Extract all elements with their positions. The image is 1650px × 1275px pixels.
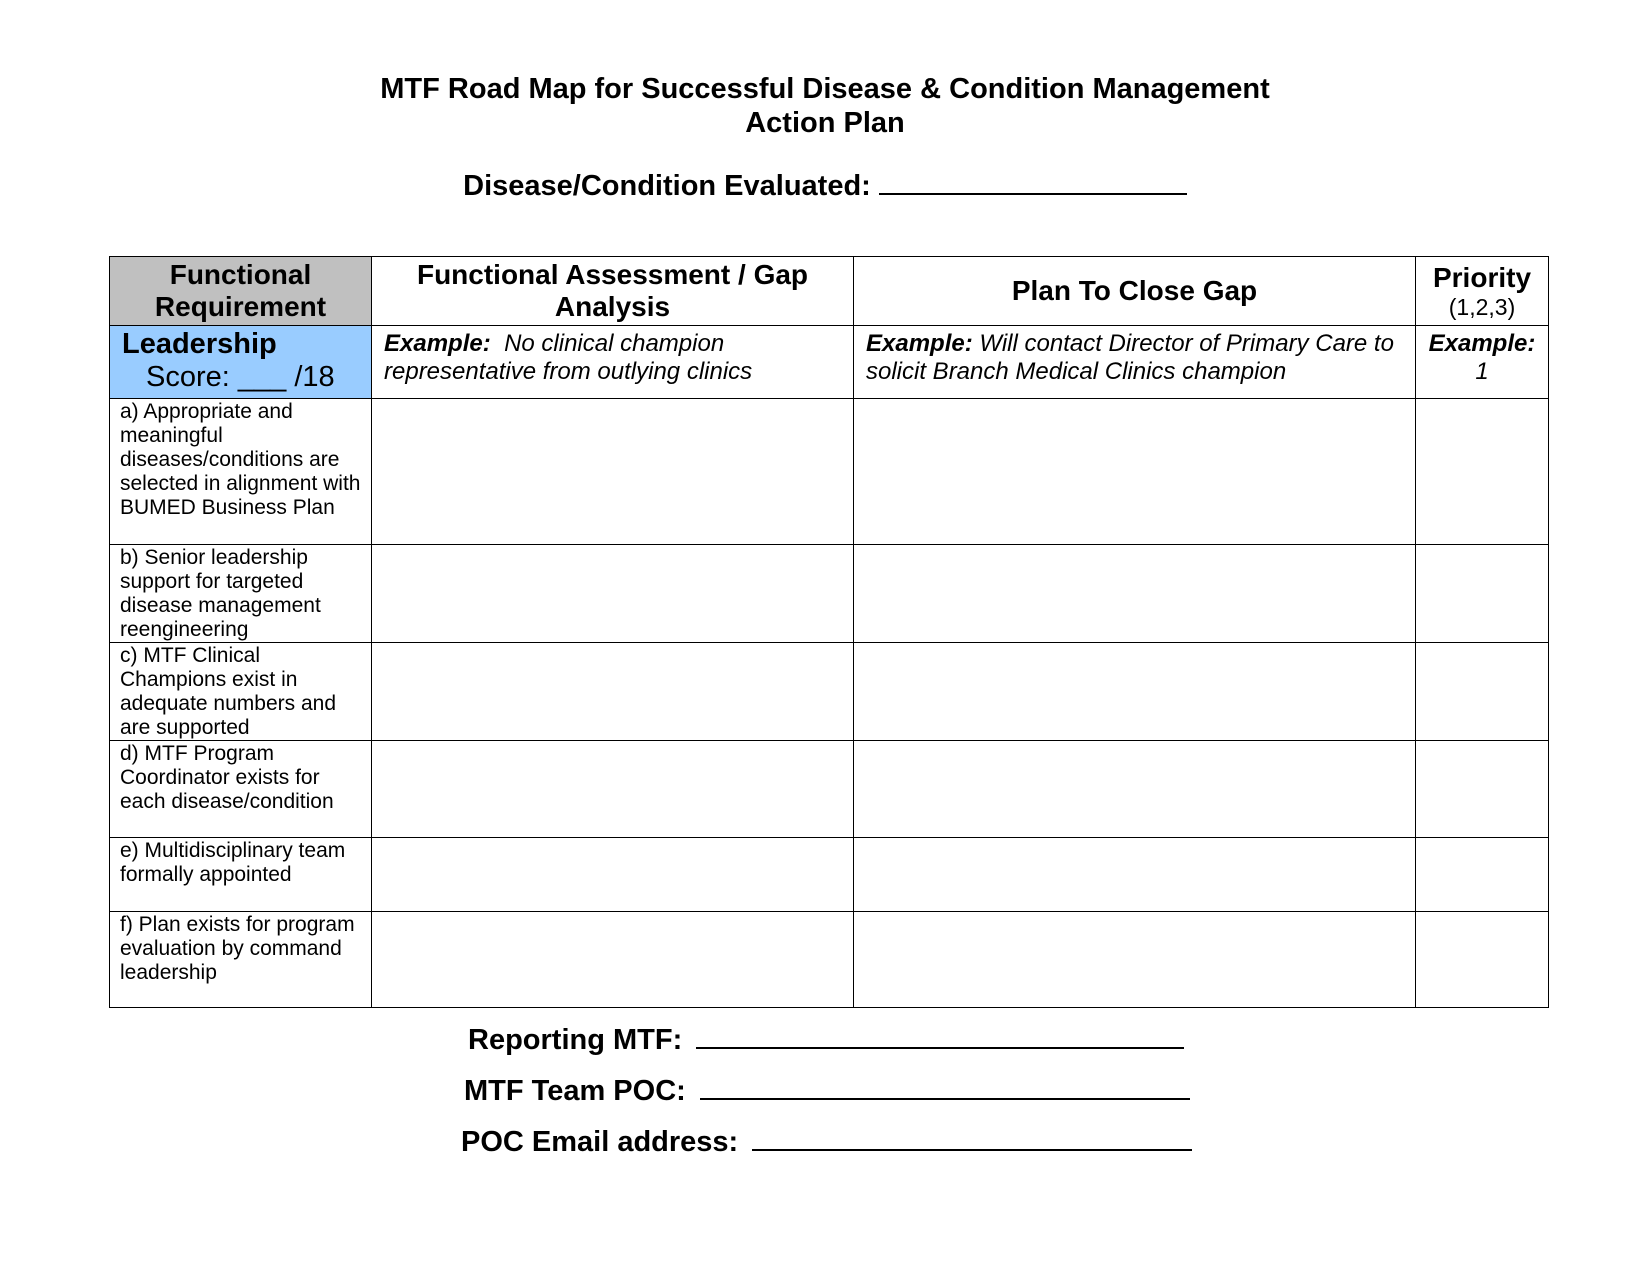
header-priority — [1416, 257, 1549, 326]
requirement-cell: b) Senior leadership support for targeted disease management reengineering — [110, 545, 372, 643]
requirement-cell: f) Plan exists for program evaluation by command leadership — [110, 912, 372, 1008]
header-priority-label: Priority — [1432, 262, 1532, 293]
plan-cell[interactable] — [854, 838, 1416, 912]
priority-example-value: 1 — [1475, 358, 1489, 385]
section-title: Leadership — [122, 328, 277, 360]
reporting-mtf-field[interactable] — [696, 1041, 1184, 1049]
assessment-cell[interactable] — [372, 399, 854, 545]
team-poc-label: MTF Team POC: — [464, 1075, 686, 1107]
priority-cell[interactable] — [1416, 643, 1549, 741]
priority-cell[interactable] — [1416, 741, 1549, 838]
assessment-example-label: Example: — [384, 330, 491, 357]
priority-cell[interactable] — [1416, 912, 1549, 1008]
assessment-example — [372, 326, 854, 399]
header-assessment: Functional Assessment / Gap Analysis — [372, 257, 854, 326]
disease-evaluated-row — [0, 170, 1650, 203]
priority-example — [1416, 326, 1549, 399]
priority-cell[interactable] — [1416, 545, 1549, 643]
header-row — [110, 257, 1549, 326]
section-row — [110, 326, 1549, 399]
reporting-mtf-label: Reporting MTF: — [468, 1024, 683, 1056]
requirement-cell: a) Appropriate and meaningful diseases/conditions are selected in alignment with BUMED Business Plan — [110, 399, 372, 545]
poc-email-label: POC Email address: — [461, 1126, 739, 1158]
assessment-cell[interactable] — [372, 643, 854, 741]
plan-cell[interactable] — [854, 545, 1416, 643]
plan-example — [854, 326, 1416, 399]
title-line-1: MTF Road Map for Successful Disease & Condition Management — [380, 73, 1270, 105]
assessment-example-text: No clinical champion representative from outlying clinics — [384, 330, 753, 385]
title-line-2: Action Plan — [745, 107, 905, 139]
priority-cell[interactable] — [1416, 399, 1549, 545]
plan-cell[interactable] — [854, 643, 1416, 741]
header-priority-sub: (1,2,3) — [1448, 294, 1516, 320]
team-poc-row — [0, 1075, 1650, 1108]
priority-cell[interactable] — [1416, 838, 1549, 912]
poc-email-field[interactable] — [752, 1143, 1192, 1151]
header-plan: Plan To Close Gap — [854, 257, 1416, 326]
disease-evaluated-field[interactable] — [879, 187, 1187, 195]
table-row — [110, 912, 1549, 1008]
plan-cell[interactable] — [854, 912, 1416, 1008]
poc-email-row — [0, 1126, 1650, 1159]
header-functional-requirement: Functional Requirement — [110, 257, 372, 326]
assessment-cell[interactable] — [372, 912, 854, 1008]
requirement-cell: d) MTF Program Coordinator exists for each disease/condition — [110, 741, 372, 838]
assessment-cell[interactable] — [372, 741, 854, 838]
table-row — [110, 399, 1549, 545]
section-score: Score: ___ /18 — [146, 361, 335, 393]
disease-evaluated-label: Disease/Condition Evaluated: — [463, 170, 871, 202]
action-plan-table — [109, 256, 1549, 1008]
assessment-cell[interactable] — [372, 838, 854, 912]
requirement-cell: e) Multidisciplinary team formally appointed — [110, 838, 372, 912]
plan-cell[interactable] — [854, 741, 1416, 838]
table-row — [110, 838, 1549, 912]
plan-example-label: Example: — [866, 330, 973, 357]
section-leadership-cell — [110, 326, 372, 399]
document-title — [0, 72, 1650, 140]
priority-example-label: Example: — [1428, 330, 1536, 357]
plan-cell[interactable] — [854, 399, 1416, 545]
assessment-cell[interactable] — [372, 545, 854, 643]
reporting-mtf-row — [0, 1024, 1650, 1057]
plan-example-text: Will contact Director of Primary Care to solicit Branch Medical Clinics champion — [866, 330, 1394, 385]
table-row — [110, 643, 1549, 741]
table-row — [110, 545, 1549, 643]
requirement-cell: c) MTF Clinical Champions exist in adequate numbers and are supported — [110, 643, 372, 741]
table-row — [110, 741, 1549, 838]
team-poc-field[interactable] — [700, 1092, 1190, 1100]
